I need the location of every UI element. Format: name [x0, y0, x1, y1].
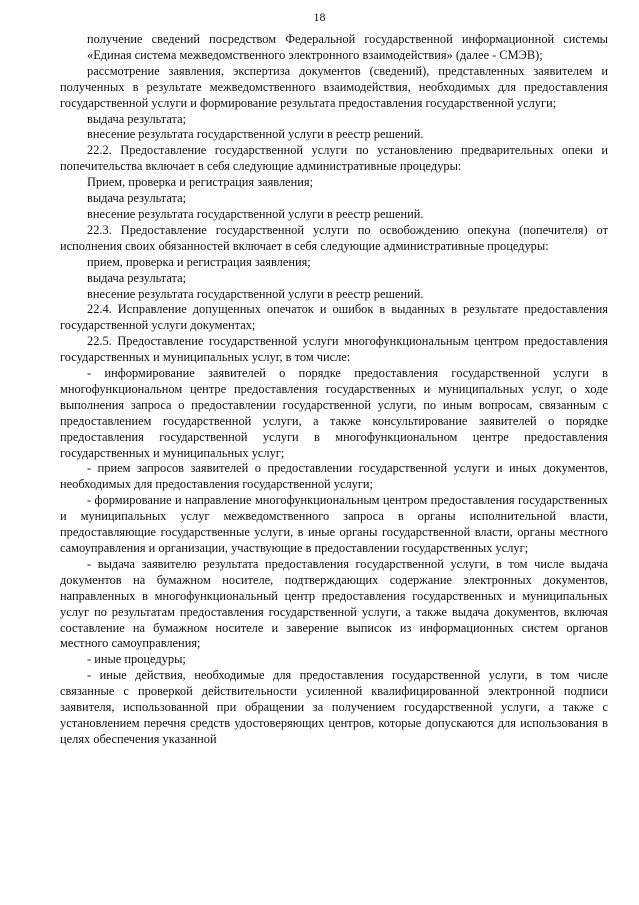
paragraph-accept-application: Прием, проверка и регистрация заявления;	[87, 175, 314, 190]
paragraph-issue-result: выдача результата;	[87, 270, 187, 285]
list-item-issue-to-applicant: - выдача заявителю результата предоставления государственной услуги, в том числе выдача документов на бумажном носителе, подтверждающих содержание электронных документов, направленных в многофункциональный центр предоставления государственных и муниципальных услуг по результатам предоставления государственной услуги, а также выдача документов, включая составление на бумажном носителе и заверение выписок из информационных систем органов местного самоуправления;	[60, 556, 608, 651]
paragraph-register-result: внесение результата государственной услуги в реестр решений.	[87, 286, 424, 301]
paragraph-register-result: внесение результата государственной услуги в реестр решений.	[87, 127, 424, 142]
paragraph-22-5: 22.5. Предоставление государственной услуги многофункциональным центром предоставления государственных и муниципальных услуг, в том числе:	[60, 334, 608, 365]
paragraph-smev: получение сведений посредством Федеральной государственной информационной системы «Единая система межведомственного электронного взаимодействия» (далее - СМЭВ);	[87, 32, 608, 62]
list-item-other-actions: - иные действия, необходимые для предоставления государственной услуги, в том числе связанные с проверкой действительности усиленной квалифицированной электронной подписи заявителя, использованной при обращении за получением государственной услуги, а также с установлением перечня средств удостоверяющих центров, которые допускаются для использования в целях обеспечения указанной	[60, 668, 608, 746]
paragraph-register-result: внесение результата государственной услуги в реестр решений.	[87, 206, 424, 221]
paragraph-issue-result: выдача результата;	[87, 191, 187, 206]
list-item-other-procedures: - иные процедуры;	[87, 652, 186, 667]
paragraph-22-2: 22.2. Предоставление государственной услуги по установлению предварительных опеки и попечительства включает в себя следующие административные процедуры:	[60, 143, 608, 174]
paragraph-accept-application: прием, проверка и регистрация заявления;	[87, 254, 311, 269]
document-body	[60, 32, 608, 748]
list-item-interagency-request: - формирование и направление многофункциональным центром предоставления государственных и муниципальных услуг межведомственного запроса в органы исполнительной власти, предоставляющие государственные услуги, в иные органы государственной власти, органы местного самоуправления и организации, участвующие в предоставлении государственных услуг;	[60, 493, 608, 555]
paragraph-22-4: 22.4. Исправление допущенных опечаток и ошибок в выданных в результате предоставления государственной услуги документах;	[60, 302, 608, 333]
paragraph-issue-result: выдача результата;	[87, 111, 187, 126]
paragraph-review-application: рассмотрение заявления, экспертиза документов (сведений), представленных заявителем и полученных в результате межведомственного взаимодействия, необходимых для предоставления государственной услуги и формирование результата предоставления государственной услуги;	[60, 63, 608, 110]
list-item-informing: - информирование заявителей о порядке предоставления государственной услуги в многофункциональном центре предоставления государственных и муниципальных услуг, о ходе выполнения запроса о предоставлении государственной услуги, по иным вопросам, связанным с предоставлением государственной услуги, а также консультирование заявителей о порядке предоставления государственной услуги в многофункциональном центре предоставления государственных и муниципальных услуг;	[60, 366, 608, 460]
paragraph-22-3: 22.3. Предоставление государственной услуги по освобождению опекуна (попечителя) от исполнения своих обязанностей включает в себя следующие административные процедуры:	[60, 222, 608, 253]
page-number: 18	[313, 10, 326, 24]
list-item-accept-requests: - прием запросов заявителей о предоставлении государственной услуги и иных документов, необходимых для предоставления государственной услуги;	[60, 461, 608, 492]
